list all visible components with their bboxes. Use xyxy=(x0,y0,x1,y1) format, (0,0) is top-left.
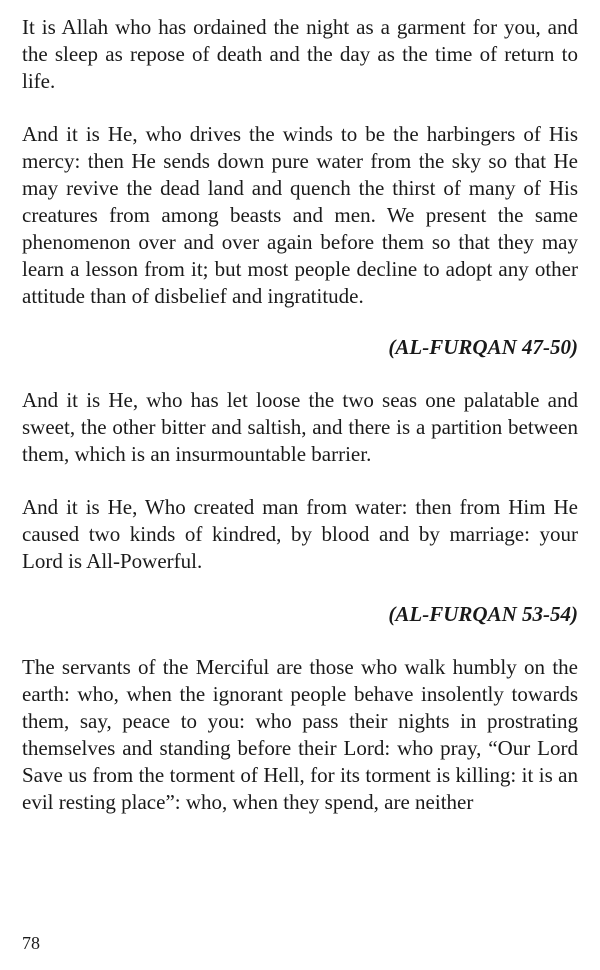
citation-al-furqan-53-54: (AL-FURQAN 53-54) xyxy=(388,602,578,626)
paragraph-servants-of-merciful: The servants of the Merciful are those who walk humbly on the earth: who, when the ignorant people behave insolently towards them, say, peace to you: who pass their nights in prostrating themselves and standing before their Lord: who pray, “Our Lord Save us from the torment of Hell, for its torment is killing: it is an evil resting place”: who, when they spend, are neither xyxy=(22,655,578,814)
page-number: 78 xyxy=(22,933,40,953)
citation-al-furqan-47-50: (AL-FURQAN 47-50) xyxy=(388,335,578,359)
paragraph-man-from-water: And it is He, Who created man from water: then from Him He caused two kinds of kindred, by blood and by marriage: your Lord is All-Powerful. xyxy=(22,495,578,573)
page-content xyxy=(22,14,578,816)
paragraph-winds-mercy: And it is He, who drives the winds to be the harbingers of His mercy: then He sends down pure water from the sky so that He may revive the dead land and quench the thirst of many of His creatures from among beasts and men. We present the same phenomenon over and over again before them so that they may learn a lesson from it; but most people decline to adopt any other attitude than of disbelief and ingratitude. xyxy=(22,122,578,308)
paragraph-night-garment: It is Allah who has ordained the night as a garment for you, and the sleep as repose of death and the day as the time of return to life. xyxy=(22,15,578,93)
paragraph-two-seas: And it is He, who has let loose the two seas one palatable and sweet, the other bitter and saltish, and there is a partition between them, which is an insurmountable barrier. xyxy=(22,388,578,466)
